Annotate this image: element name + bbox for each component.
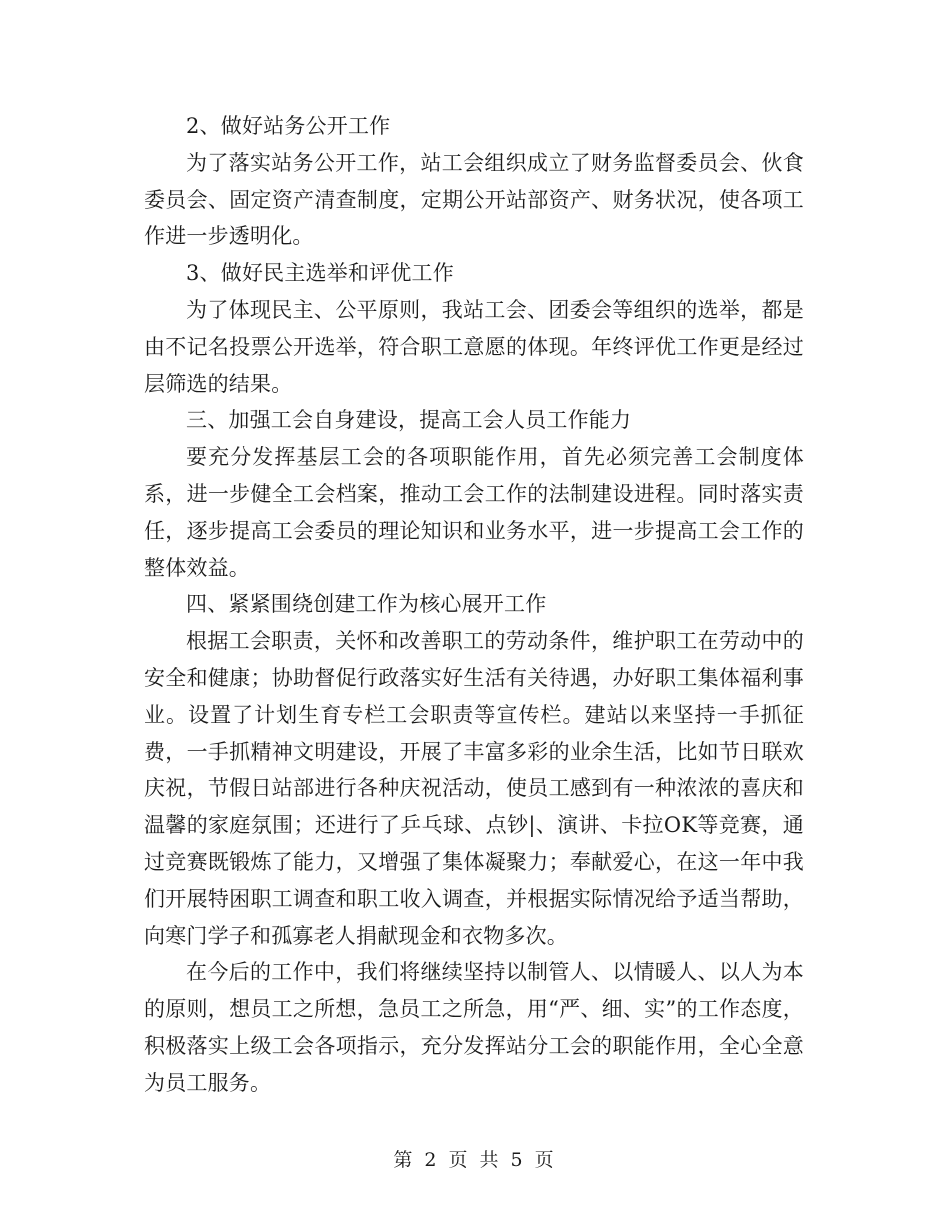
paragraph-conclusion: 在今后的工作中，我们将继续坚持以制管人、以情暖人、以人为本的原则，想员工之所想，急员工之所急，用“严、细、实”的工作态度，积极落实上级工会各项指示，充分发挥站分工会的职能作用，全心全意为员工服务。 (144, 960, 804, 1095)
paragraph-core-work: 根据工会职责，关怀和改善职工的劳动条件，维护职工在劳动中的安全和健康；协助督促行政落实好生活有关待遇，办好职工集体福利事业。设置了计划生育专栏工会职责等宣传栏。建站以来坚持一手抓征费，一手抓精神文明建设，开展了丰富多彩的业余生活，比如节日联欢庆祝，节假日站部进行各种庆祝活动，使员工感到有一种浓浓的喜庆和温馨的家庭氛围；还进行了乒乓球、点钞|、演讲、卡拉OK等竞赛，通过竞赛既锻炼了能力，又增强了集体凝聚力；奉献爱心，在这一年中我们开展特困职工调查和职工收入调查，并根据实际情况给予适当帮助，向寒门学子和孤寡老人捐献现金和衣物多次。 (144, 629, 804, 948)
section-heading-election: 3、做好民主选举和评优工作 (186, 261, 454, 286)
paragraph-disclosure: 为了落实站务公开工作，站工会组织成立了财务监督委员会、伙食委员会、固定资产清查制度，定期公开站部资产、财务状况，使各项工作进一步透明化。 (144, 150, 804, 249)
section-heading-disclosure: 2、做好站务公开工作 (186, 114, 391, 138)
document-body (144, 108, 804, 1102)
paragraph-self-building: 要充分发挥基层工会的各项职能作用，首先必须完善工会制度体系，进一步健全工会档案，推动工会工作的法制建设进程。同时落实责任，逐步提高工会委员的理论知识和业务水平，进一步提高工会工作的整体效益。 (144, 445, 804, 580)
page-footer (0, 1148, 950, 1172)
section-heading-self-building: 三、加强工会自身建设，提高工会人员工作能力 (186, 408, 632, 433)
page-number-label: 第 2 页 共 5 页 (393, 1149, 557, 1171)
section-heading-core-work: 四、紧紧围绕创建工作为核心展开工作 (186, 592, 547, 617)
paragraph-election: 为了体现民主、公平原则，我站工会、团委会等组织的选举，都是由不记名投票公开选举，符合职工意愿的体现。年终评优工作更是经过层筛选的结果。 (144, 297, 804, 396)
